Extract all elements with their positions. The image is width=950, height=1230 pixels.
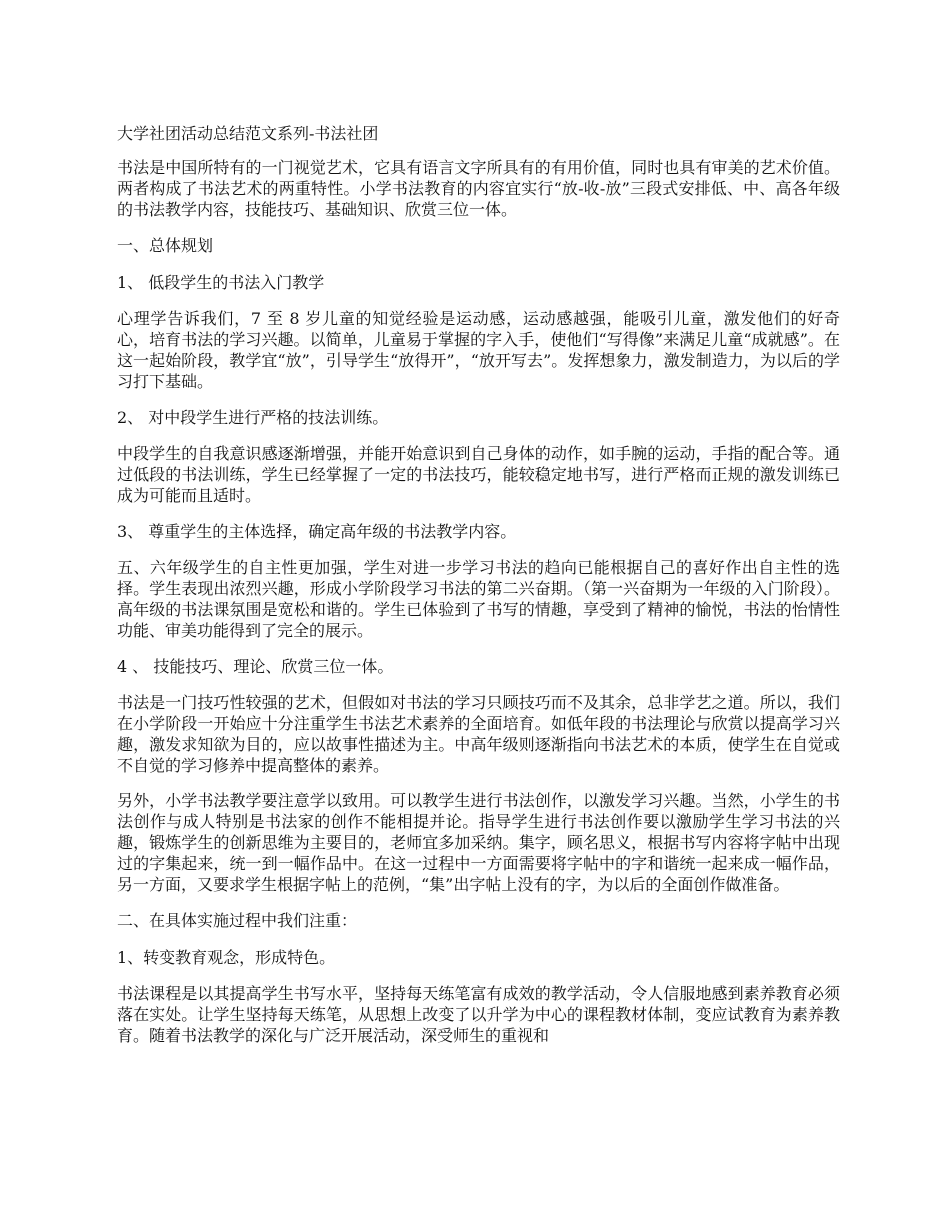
document-title: 大学社团活动总结范文系列-书法社团 [117, 124, 379, 143]
paragraph-middle-grade: 中段学生的自我意识感逐渐增强，并能开始意识到自己身体的动作，如手腕的运动，手指的配合等。通过低段的书法训练，学生已经掌握了一定的书法技巧，能较稳定地书写，进行严格而正规的激发训练已成为可能而且适时。 [117, 444, 840, 505]
subheading-upper-grade: 3、 尊重学生的主体选择，确定高年级的书法教学内容。 [117, 522, 517, 541]
paragraph-creation: 另外，小学书法教学要注意学以致用。可以教学生进行书法创作，以激发学习兴趣。当然，小学生的书法创作与成人特别是书法家的创作不能相提并论。指导学生进行书法创作要以激励学生学习书法的兴趣，锻炼学生的创新思维为主要目的，老师宜多加采纳。集字，顾名思义，根据书写内容将字帖中出现过的字集起来，统一到一幅作品中。在这一过程中一方面需要将字帖中的字和谐统一起来成一幅作品，另一方面，又要求学生根据字帖上的范例，“集”出字帖上没有的字，为以后的全面创作做准备。 [117, 791, 840, 894]
section-heading-overall-plan: 一、总体规划 [117, 236, 214, 255]
paragraph-lower-grade: 心理学告诉我们，7 至 8 岁儿童的知觉经验是运动感，运动感越强，能吸引儿童，激发他们的好奇心，培育书法的学习兴趣。以简单，儿童易于掌握的字入手，使他们“写得像”来满足儿童“成就感”。在这一起始阶段，教学宜“放”，引导学生“放得开”，“放开写去”。发挥想象力，激发制造力，为以后的学习打下基础。 [117, 309, 840, 391]
subheading-three-in-one: 4 、 技能技巧、理论、欣赏三位一体。 [117, 657, 394, 676]
subheading-middle-grade: 2、 对中段学生进行严格的技法训练。 [117, 408, 389, 427]
section-heading-implementation: 二、在具体实施过程中我们注重： [117, 911, 358, 930]
intro-paragraph: 书法是中国所特有的一门视觉艺术，它具有语言文字所具有的有用价值，同时也具有审美的艺术价值。两者构成了书法艺术的两重特性。小学书法教育的内容宜实行“放-收-放”三段式安排低、中、高各年级的书法教学内容，技能技巧、基础知识、欣赏三位一体。 [117, 158, 840, 219]
paragraph-upper-grade: 五、六年级学生的自主性更加强，学生对进一步学习书法的趋向已能根据自己的喜好作出自主性的选择。学生表现出浓烈兴趣，形成小学阶段学习书法的第二兴奋期。（第一兴奋期为一年级的入门阶段）。高年级的书法课氛围是宽松和谐的。学生已体验到了书写的情趣，享受到了精神的愉悦，书法的怡情性功能、审美功能得到了完全的展示。 [117, 558, 840, 640]
paragraph-change-concept: 书法课程是以其提高学生书写水平，坚持每天练笔富有成效的教学活动，令人信服地感到素养教育必须落在实处。让学生坚持每天练笔，从思想上改变了以升学为中心的课程教材体制，变应试教育为素养教育。随着书法教学的深化与广泛开展活动，深受师生的重视和 [117, 984, 840, 1045]
subheading-change-concept: 1、转变教育观念，形成特色。 [117, 948, 336, 967]
subheading-lower-grade: 1、 低段学生的书法入门教学 [117, 273, 325, 292]
paragraph-three-in-one: 书法是一门技巧性较强的艺术，但假如对书法的学习只顾技巧而不及其余，总非学艺之道。所以，我们在小学阶段一开始应十分注重学生书法艺术素养的全面培育。如低年段的书法理论与欣赏以提高学习兴趣，激发求知欲为目的，应以故事性描述为主。中高年级则逐渐指向书法艺术的本质，使学生在自觉或不自觉的学习修养中提高整体的素养。 [117, 693, 840, 775]
document-page [117, 122, 840, 1060]
